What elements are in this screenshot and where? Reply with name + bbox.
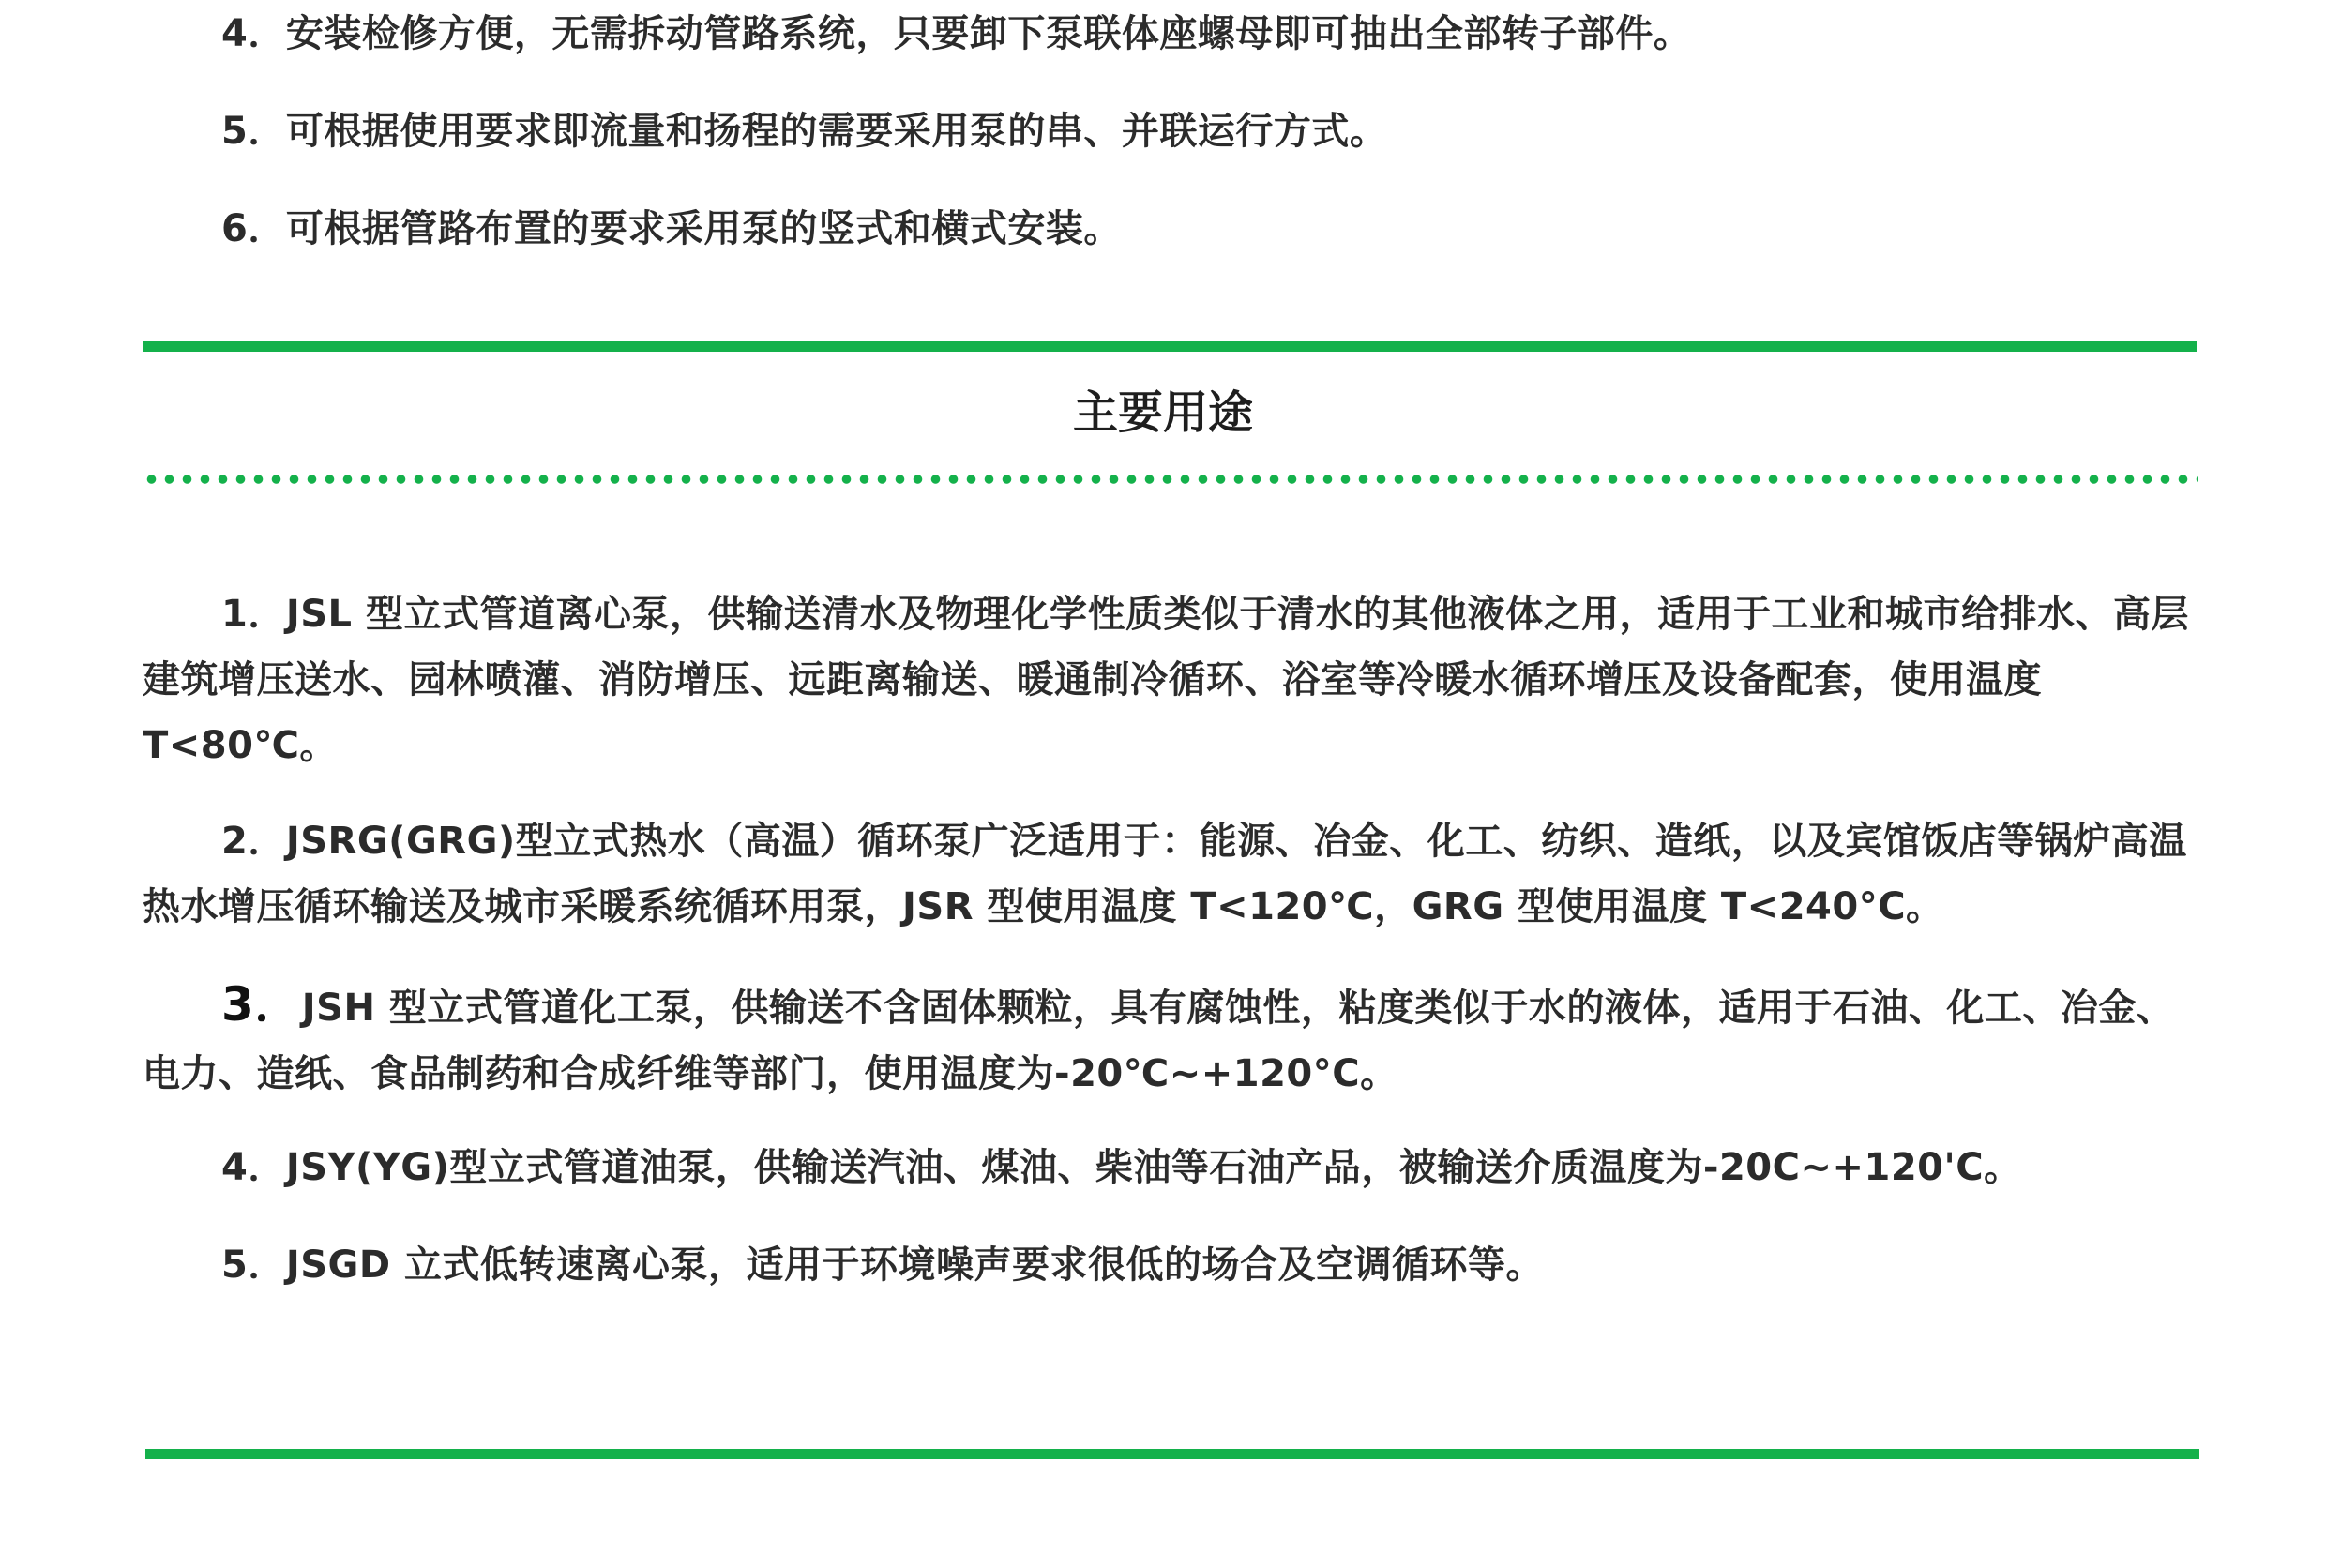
- usage-text: JSRG(GRG)型立式热水（高温）循环泵广泛适用于：能源、冶金、化工、纺织、造纸，以及宾馆饭店等锅炉高温热水增压循环输送及城市采暖系统循环用泵，JSR 型使用温度 T<120℃，GRG 型使用温度 T<240°C。: [143, 820, 2187, 928]
- usage-text: JSY(YG)型立式管道油泵，供输送汽油、煤油、柴油等石油产品，被输送介质温度为-20C~+120'C。: [285, 1146, 2022, 1189]
- usage-number: 2．: [221, 820, 286, 863]
- usage-number: 4．: [221, 1146, 286, 1189]
- usage-text: JSGD 立式低转速离心泵，适用于环境噪声要求很低的场合及空调循环等。: [285, 1244, 1544, 1287]
- usage-number: 1．: [221, 593, 286, 636]
- feature-item-5: 5．可根据使用要求即流量和扬程的需要采用泵的串、并联运行方式。: [221, 110, 1388, 153]
- usage-number: 3．: [221, 977, 302, 1032]
- usage-item-2: [143, 808, 2198, 940]
- section-title: 主要用途: [1072, 386, 1253, 439]
- section-divider-bottom: [145, 1449, 2199, 1459]
- usage-text: JSL 型立式管道离心泵，供输送清水及物理化学性质类似于清水的其他液体之用，适用于工业和城市给排水、高层建筑增压送水、园林喷灌、消防增压、远距离输送、暖通制冷循环、浴室等冷暖水循环增压及设备配套，使用温度 T<80℃。: [143, 593, 2189, 767]
- usage-item-1: [143, 581, 2198, 778]
- usage-item-3: [143, 972, 2198, 1107]
- usage-number: 5．: [221, 1244, 286, 1287]
- usage-text: JSH 型立式管道化工泵，供输送不含固体颗粒，具有腐蚀性，粘度类似于水的液体，适用于石油、化工、冶金、电力、造纸、食品制药和合成纤维等部门，使用温度为-20℃~+120°C。: [143, 987, 2175, 1095]
- usage-item-5: [143, 1232, 2198, 1298]
- section-divider-dotted: [143, 475, 2198, 484]
- feature-item-6: 6．可根据管路布置的要求采用泵的竖式和横式安装。: [221, 207, 1122, 250]
- section-divider-top: [143, 341, 2197, 352]
- usage-item-4: [143, 1135, 2198, 1200]
- feature-item-4: 4．安装检修方便，无需拆动管路系统，只要卸下泵联体座螺母即可抽出全部转子部件。: [221, 12, 1692, 55]
